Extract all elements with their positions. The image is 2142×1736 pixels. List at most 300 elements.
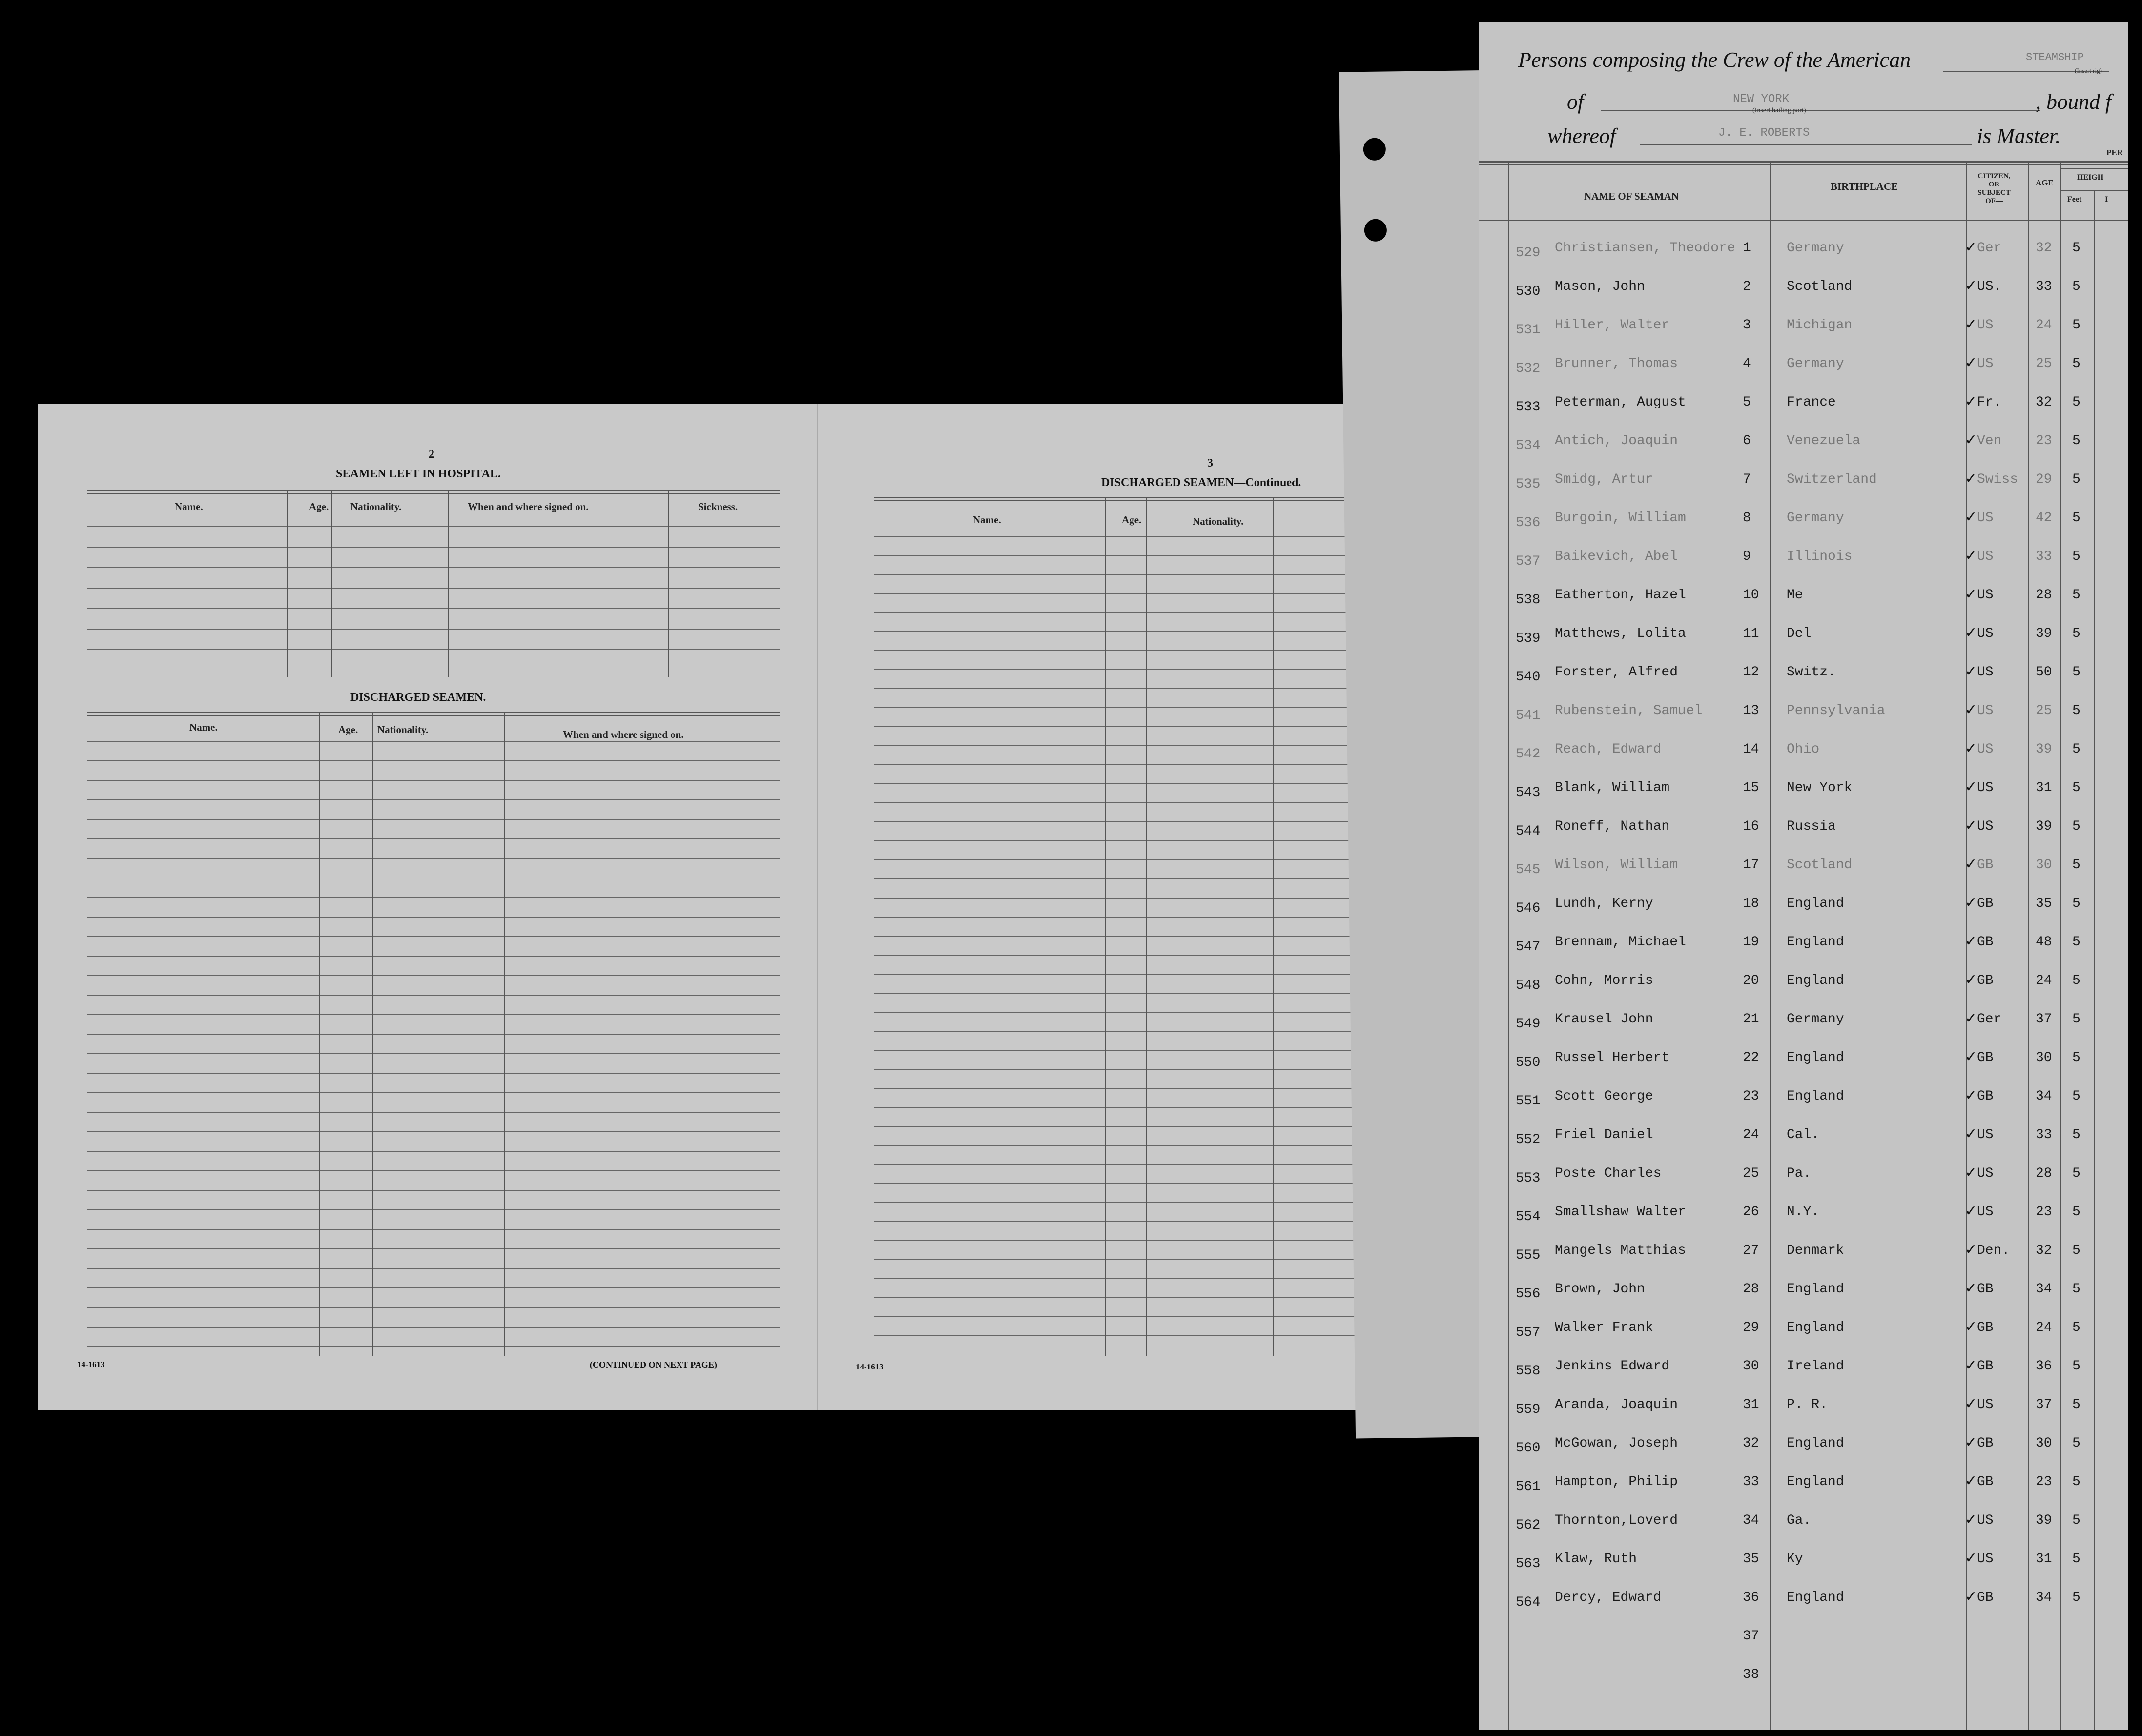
bound-label: , bound f — [2036, 90, 2112, 114]
crew-height-feet: 5 — [2072, 935, 2080, 950]
crew-age: 37 — [2036, 1012, 2052, 1027]
crew-birthplace: Switz. — [1787, 665, 1836, 680]
crew-name: Christiansen, Theodore — [1555, 241, 1735, 256]
crew-age: 24 — [2036, 973, 2052, 988]
discharged-continued-title: DISCHARGED SEAMEN—Continued. — [1101, 476, 1301, 489]
crew-height-feet: 5 — [2072, 395, 2080, 410]
crew-citizenship: US — [1977, 742, 1994, 757]
crew-height-feet: 5 — [2072, 1590, 2080, 1605]
crew-age: 33 — [2036, 279, 2052, 294]
check-mark-icon: ✓ — [1965, 972, 1977, 988]
crew-birthplace: Russia — [1787, 819, 1836, 834]
crew-list-right-sheet — [1479, 22, 2128, 1730]
crew-line-number: 30 — [1743, 1359, 1759, 1374]
crew-name: Rubenstein, Samuel — [1555, 703, 1703, 718]
crew-line-number-empty: 37 — [1743, 1629, 1759, 1644]
crew-ref-number: 544 — [1516, 824, 1541, 839]
crew-ref-number: 538 — [1516, 592, 1541, 608]
crew-age: 30 — [2036, 858, 2052, 873]
crew-age: 39 — [2036, 1513, 2052, 1528]
crew-name: Brown, John — [1555, 1282, 1645, 1297]
crew-age: 42 — [2036, 511, 2052, 526]
crew-line-number: 2 — [1743, 279, 1751, 294]
crew-ref-number: 531 — [1516, 323, 1541, 338]
crew-height-feet: 5 — [2072, 896, 2080, 911]
crew-citizenship: US — [1977, 1552, 1994, 1567]
crew-age: 31 — [2036, 780, 2052, 796]
crew-name: Russel Herbert — [1555, 1050, 1670, 1065]
crew-name: Aranda, Joaquin — [1555, 1397, 1678, 1412]
crew-height-feet: 5 — [2072, 1166, 2080, 1181]
crew-birthplace: England — [1787, 935, 1844, 950]
check-mark-icon: ✓ — [1965, 470, 1977, 487]
crew-age: 32 — [2036, 241, 2052, 256]
crew-citizenship: GB — [1977, 1282, 1994, 1297]
home-port-value: NEW YORK — [1733, 93, 1790, 106]
crew-height-feet: 5 — [2072, 780, 2080, 796]
crew-name: Cohn, Morris — [1555, 973, 1653, 988]
crew-list-left-spread — [38, 404, 1479, 1410]
crew-name: Antich, Joaquin — [1555, 433, 1678, 449]
crew-height-feet: 5 — [2072, 356, 2080, 371]
crew-ref-number: 546 — [1516, 901, 1541, 916]
crew-height-feet: 5 — [2072, 1436, 2080, 1451]
crew-citizenship: GB — [1977, 1436, 1994, 1451]
crew-name: Forster, Alfred — [1555, 665, 1678, 680]
crew-height-feet: 5 — [2072, 973, 2080, 988]
check-mark-icon: ✓ — [1965, 1164, 1977, 1181]
crew-ref-number: 541 — [1516, 708, 1541, 723]
crew-age: 50 — [2036, 665, 2052, 680]
crew-line-number: 25 — [1743, 1166, 1759, 1181]
crew-citizenship: Fr. — [1977, 395, 2002, 410]
crew-citizenship: GB — [1977, 973, 1994, 988]
crew-ref-number: 557 — [1516, 1325, 1541, 1340]
crew-name: Poste Charles — [1555, 1166, 1662, 1181]
crew-height-feet: 5 — [2072, 1552, 2080, 1567]
crew-line-number: 11 — [1743, 626, 1759, 641]
crew-line-number: 32 — [1743, 1436, 1759, 1451]
crew-name: Smidg, Artur — [1555, 472, 1653, 487]
check-mark-icon: ✓ — [1965, 1357, 1977, 1373]
crew-name: Dercy, Edward — [1555, 1590, 1662, 1605]
crew-birthplace: Denmark — [1787, 1243, 1844, 1258]
crew-line-number: 24 — [1743, 1127, 1759, 1143]
crew-age: 24 — [2036, 1320, 2052, 1335]
check-mark-icon: ✓ — [1965, 1434, 1977, 1450]
hospital-header-signed-on: When and where signed on. — [468, 501, 589, 512]
crew-name: Hiller, Walter — [1555, 318, 1670, 333]
crew-name: Wilson, William — [1555, 858, 1678, 873]
check-mark-icon: ✓ — [1965, 316, 1977, 332]
crew-height-feet: 5 — [2072, 819, 2080, 834]
crew-ref-number: 539 — [1516, 631, 1541, 646]
whereof-label: whereof — [1547, 124, 1616, 148]
crew-birthplace: England — [1787, 1474, 1844, 1490]
crew-age: 32 — [2036, 1243, 2052, 1258]
master-name-value: J. E. ROBERTS — [1718, 126, 1810, 140]
crew-ref-number: 560 — [1516, 1441, 1541, 1456]
crew-ref-number: 553 — [1516, 1171, 1541, 1186]
crew-name: Krausel John — [1555, 1012, 1653, 1027]
discharged-header-nationality: Nationality. — [377, 724, 429, 735]
crew-age: 25 — [2036, 356, 2052, 371]
crew-citizenship: US — [1977, 1513, 1994, 1528]
crew-ref-number: 536 — [1516, 515, 1541, 531]
crew-name: Friel Daniel — [1555, 1127, 1653, 1143]
crew-birthplace: Ohio — [1787, 742, 1820, 757]
vessel-type: STEAMSHIP — [2026, 51, 2084, 63]
check-mark-icon: ✓ — [1965, 1319, 1977, 1335]
crew-height-feet: 5 — [2072, 1089, 2080, 1104]
crew-line-number: 14 — [1743, 742, 1759, 757]
crew-birthplace: England — [1787, 1282, 1844, 1297]
check-mark-icon: ✓ — [1965, 663, 1977, 679]
crew-age: 39 — [2036, 626, 2052, 641]
crew-ref-number: 559 — [1516, 1402, 1541, 1417]
crew-line-number: 31 — [1743, 1397, 1759, 1412]
crew-line-number: 36 — [1743, 1590, 1759, 1605]
check-mark-icon: ✓ — [1965, 779, 1977, 795]
crew-citizenship: US — [1977, 1397, 1994, 1412]
crew-citizenship: GB — [1977, 1590, 1994, 1605]
crew-ref-number: 564 — [1516, 1595, 1541, 1610]
check-mark-icon: ✓ — [1965, 1511, 1977, 1528]
header-name-of-seaman: NAME OF SEAMAN — [1584, 190, 1679, 202]
crew-name: Klaw, Ruth — [1555, 1552, 1637, 1567]
check-mark-icon: ✓ — [1965, 1280, 1977, 1296]
crew-birthplace: N.Y. — [1787, 1205, 1820, 1220]
check-mark-icon: ✓ — [1965, 393, 1977, 409]
crew-name: Matthews, Lolita — [1555, 626, 1686, 641]
crew-height-feet: 5 — [2072, 858, 2080, 873]
crew-name: Smallshaw Walter — [1555, 1205, 1686, 1220]
discharged-section-title: DISCHARGED SEAMEN. — [350, 691, 486, 704]
crew-line-number: 35 — [1743, 1552, 1759, 1567]
crew-age: 29 — [2036, 472, 2052, 487]
crew-age: 33 — [2036, 549, 2052, 564]
crew-line-number: 26 — [1743, 1205, 1759, 1220]
crew-height-feet: 5 — [2072, 1397, 2080, 1412]
crew-citizenship: US. — [1977, 279, 2002, 294]
crew-name: Roneff, Nathan — [1555, 819, 1670, 834]
check-mark-icon: ✓ — [1965, 1396, 1977, 1412]
crew-age: 35 — [2036, 896, 2052, 911]
crew-citizenship: GB — [1977, 858, 1994, 873]
header-height-feet: Feet — [2067, 195, 2082, 204]
crew-line-number: 18 — [1743, 896, 1759, 911]
crew-height-feet: 5 — [2072, 511, 2080, 526]
crew-height-feet: 5 — [2072, 742, 2080, 757]
header-personal: PER — [2106, 148, 2123, 157]
crew-birthplace: P. R. — [1787, 1397, 1828, 1412]
crew-ref-number: 534 — [1516, 438, 1541, 453]
crew-height-feet: 5 — [2072, 472, 2080, 487]
hospital-section-title: SEAMEN LEFT IN HOSPITAL. — [336, 468, 501, 480]
crew-height-feet: 5 — [2072, 1320, 2080, 1335]
crew-citizenship: US — [1977, 780, 1994, 796]
check-mark-icon: ✓ — [1965, 586, 1977, 602]
crew-age: 23 — [2036, 1205, 2052, 1220]
crew-birthplace: Pa. — [1787, 1166, 1812, 1181]
crew-line-number: 13 — [1743, 703, 1759, 718]
check-mark-icon: ✓ — [1965, 702, 1977, 718]
crew-ref-number: 552 — [1516, 1132, 1541, 1147]
crew-ref-number: 540 — [1516, 670, 1541, 685]
crew-birthplace: Germany — [1787, 241, 1844, 256]
crew-ref-number: 547 — [1516, 939, 1541, 955]
header-height: HEIGH — [2077, 173, 2104, 182]
crew-ref-number: 545 — [1516, 862, 1541, 878]
check-mark-icon: ✓ — [1965, 817, 1977, 834]
crew-ref-number: 555 — [1516, 1248, 1541, 1263]
crew-line-number: 5 — [1743, 395, 1751, 410]
crew-citizenship: GB — [1977, 1089, 1994, 1104]
crew-citizenship: US — [1977, 549, 1994, 564]
check-mark-icon: ✓ — [1965, 856, 1977, 872]
crew-line-number: 34 — [1743, 1513, 1759, 1528]
crew-line-number: 17 — [1743, 858, 1759, 873]
crew-ref-number: 549 — [1516, 1017, 1541, 1032]
crew-citizenship: US — [1977, 1127, 1994, 1143]
crew-citizenship: Ven — [1977, 433, 2002, 449]
crew-height-feet: 5 — [2072, 1243, 2080, 1258]
crew-birthplace: Ireland — [1787, 1359, 1844, 1374]
crew-birthplace: England — [1787, 1436, 1844, 1451]
crew-height-feet: 5 — [2072, 1474, 2080, 1490]
page-number-2: 2 — [429, 448, 434, 461]
crew-age: 23 — [2036, 433, 2052, 449]
crew-citizenship: Ger — [1977, 241, 2002, 256]
crew-height-feet: 5 — [2072, 549, 2080, 564]
crew-ref-number: 535 — [1516, 477, 1541, 492]
crew-citizenship: US — [1977, 588, 1994, 603]
hospital-header-age: Age. — [309, 501, 329, 512]
crew-ref-number: 554 — [1516, 1209, 1541, 1225]
crew-line-number: 4 — [1743, 356, 1751, 371]
crew-height-feet: 5 — [2072, 626, 2080, 641]
check-mark-icon: ✓ — [1965, 1242, 1977, 1258]
header-citizen: CITIZEN, OR SUBJECT OF— — [1977, 172, 2011, 205]
crew-birthplace: England — [1787, 896, 1844, 911]
crew-ref-number: 543 — [1516, 785, 1541, 800]
crew-citizenship: US — [1977, 665, 1994, 680]
crew-birthplace: Ky — [1787, 1552, 1803, 1567]
check-mark-icon: ✓ — [1965, 1589, 1977, 1605]
crew-age: 34 — [2036, 1089, 2052, 1104]
crew-height-feet: 5 — [2072, 665, 2080, 680]
crew-citizenship: Den. — [1977, 1243, 2010, 1258]
crew-citizenship: GB — [1977, 1359, 1994, 1374]
crew-citizenship: US — [1977, 1205, 1994, 1220]
port-hint: (Insert hailing port) — [1752, 107, 1806, 114]
crew-line-number: 3 — [1743, 318, 1751, 333]
discharged-cont-header-nationality: Nationality. — [1193, 515, 1244, 527]
crew-ref-number: 561 — [1516, 1479, 1541, 1494]
page-number-3: 3 — [1207, 457, 1213, 470]
crew-name: Scott George — [1555, 1089, 1653, 1104]
crew-line-number: 23 — [1743, 1089, 1759, 1104]
crew-age: 34 — [2036, 1282, 2052, 1297]
crew-citizenship: US — [1977, 318, 1994, 333]
hospital-header-nationality: Nationality. — [350, 501, 402, 512]
crew-citizenship: US — [1977, 703, 1994, 718]
crew-height-feet: 5 — [2072, 588, 2080, 603]
crew-height-feet: 5 — [2072, 1050, 2080, 1065]
crew-name: Blank, William — [1555, 780, 1670, 796]
form-number-right: 14-1613 — [856, 1362, 884, 1371]
check-mark-icon: ✓ — [1965, 1049, 1977, 1065]
crew-title: Persons composing the Crew of the American — [1518, 48, 1911, 72]
crew-citizenship: GB — [1977, 1320, 1994, 1335]
crew-height-feet: 5 — [2072, 703, 2080, 718]
master-label: is Master. — [1977, 124, 2061, 148]
crew-age: 30 — [2036, 1050, 2052, 1065]
crew-ref-number: 530 — [1516, 284, 1541, 299]
crew-birthplace: Germany — [1787, 511, 1844, 526]
crew-age: 30 — [2036, 1436, 2052, 1451]
crew-ref-number: 537 — [1516, 554, 1541, 569]
crew-citizenship: GB — [1977, 1474, 1994, 1490]
crew-line-number: 33 — [1743, 1474, 1759, 1490]
crew-age: 34 — [2036, 1590, 2052, 1605]
crew-name: Walker Frank — [1555, 1320, 1653, 1335]
form-number-left: 14-1613 — [77, 1360, 105, 1369]
crew-birthplace: Germany — [1787, 1012, 1844, 1027]
crew-height-feet: 5 — [2072, 1205, 2080, 1220]
crew-age: 39 — [2036, 742, 2052, 757]
crew-name: Baikevich, Abel — [1555, 549, 1678, 564]
crew-citizenship: US — [1977, 356, 1994, 371]
discharged-header-signed-on: When and where signed on. — [563, 729, 684, 740]
crew-birthplace: Del — [1787, 626, 1812, 641]
check-mark-icon: ✓ — [1965, 548, 1977, 564]
header-height-inches: I — [2105, 195, 2108, 204]
crew-birthplace: Michigan — [1787, 318, 1853, 333]
crew-birthplace: Switzerland — [1787, 472, 1877, 487]
check-mark-icon: ✓ — [1965, 1550, 1977, 1566]
crew-name: Mason, John — [1555, 279, 1645, 294]
crew-ref-number: 551 — [1516, 1094, 1541, 1109]
crew-birthplace: New York — [1787, 780, 1853, 796]
check-mark-icon: ✓ — [1965, 933, 1977, 949]
crew-line-number: 8 — [1743, 511, 1751, 526]
crew-birthplace: England — [1787, 973, 1844, 988]
crew-line-number: 12 — [1743, 665, 1759, 680]
check-mark-icon: ✓ — [1965, 895, 1977, 911]
crew-name: Lundh, Kerny — [1555, 896, 1653, 911]
check-mark-icon: ✓ — [1965, 509, 1977, 525]
crew-citizenship: GB — [1977, 935, 1994, 950]
crew-name: Hampton, Philip — [1555, 1474, 1678, 1490]
discharged-cont-header-age: Age. — [1122, 514, 1142, 526]
punch-hole-bottom — [1364, 219, 1387, 242]
crew-age: 37 — [2036, 1397, 2052, 1412]
crew-citizenship: US — [1977, 1166, 1994, 1181]
crew-citizenship: Ger — [1977, 1012, 2002, 1027]
crew-line-number: 20 — [1743, 973, 1759, 988]
crew-ref-number: 529 — [1516, 245, 1541, 261]
crew-age: 28 — [2036, 588, 2052, 603]
check-mark-icon: ✓ — [1965, 1473, 1977, 1489]
crew-height-feet: 5 — [2072, 1012, 2080, 1027]
crew-name: Thornton,Loverd — [1555, 1513, 1678, 1528]
crew-age: 32 — [2036, 395, 2052, 410]
crew-age: 28 — [2036, 1166, 2052, 1181]
crew-ref-number: 562 — [1516, 1518, 1541, 1533]
check-mark-icon: ✓ — [1965, 355, 1977, 371]
crew-name: Burgoin, William — [1555, 511, 1686, 526]
crew-ref-number: 556 — [1516, 1287, 1541, 1302]
crew-age: 24 — [2036, 318, 2052, 333]
check-mark-icon: ✓ — [1965, 1126, 1977, 1142]
crew-height-feet: 5 — [2072, 318, 2080, 333]
crew-name: Brennam, Michael — [1555, 935, 1686, 950]
crew-height-feet: 5 — [2072, 1513, 2080, 1528]
crew-ref-number: 550 — [1516, 1055, 1541, 1070]
crew-birthplace: Me — [1787, 588, 1803, 603]
crew-birthplace: England — [1787, 1050, 1844, 1065]
crew-birthplace: England — [1787, 1089, 1844, 1104]
crew-name: Eatherton, Hazel — [1555, 588, 1686, 603]
crew-age: 48 — [2036, 935, 2052, 950]
crew-birthplace: France — [1787, 395, 1836, 410]
crew-citizenship: GB — [1977, 896, 1994, 911]
crew-birthplace: Cal. — [1787, 1127, 1820, 1143]
crew-birthplace: Pennsylvania — [1787, 703, 1885, 718]
crew-birthplace: Ga. — [1787, 1513, 1812, 1528]
crew-line-number: 21 — [1743, 1012, 1759, 1027]
crew-line-number: 7 — [1743, 472, 1751, 487]
crew-name: Brunner, Thomas — [1555, 356, 1678, 371]
check-mark-icon: ✓ — [1965, 1087, 1977, 1103]
crew-name: Jenkins Edward — [1555, 1359, 1670, 1374]
crew-age: 25 — [2036, 703, 2052, 718]
crew-line-number: 27 — [1743, 1243, 1759, 1258]
crew-height-feet: 5 — [2072, 1127, 2080, 1143]
crew-age: 31 — [2036, 1552, 2052, 1567]
crew-name: McGowan, Joseph — [1555, 1436, 1678, 1451]
crew-name: Peterman, August — [1555, 395, 1686, 410]
crew-birthplace: Scotland — [1787, 858, 1853, 873]
check-mark-icon: ✓ — [1965, 740, 1977, 756]
check-mark-icon: ✓ — [1965, 278, 1977, 294]
header-birthplace: BIRTHPLACE — [1831, 181, 1898, 192]
check-mark-icon: ✓ — [1965, 1203, 1977, 1219]
crew-citizenship: US — [1977, 511, 1994, 526]
discharged-header-age: Age. — [338, 724, 358, 735]
crew-height-feet: 5 — [2072, 1359, 2080, 1374]
crew-name: Mangels Matthias — [1555, 1243, 1686, 1258]
crew-birthplace: Illinois — [1787, 549, 1853, 564]
crew-line-number: 16 — [1743, 819, 1759, 834]
crew-line-number: 29 — [1743, 1320, 1759, 1335]
header-age: AGE — [2036, 178, 2054, 187]
crew-birthplace: Germany — [1787, 356, 1844, 371]
crew-line-number: 19 — [1743, 935, 1759, 950]
punch-hole-top — [1363, 138, 1386, 161]
crew-name: Reach, Edward — [1555, 742, 1662, 757]
check-mark-icon: ✓ — [1965, 432, 1977, 448]
crew-birthplace: England — [1787, 1320, 1844, 1335]
crew-line-number: 1 — [1743, 241, 1751, 256]
crew-age: 39 — [2036, 819, 2052, 834]
crew-age: 23 — [2036, 1474, 2052, 1490]
crew-citizenship: Swiss — [1977, 472, 2018, 487]
crew-birthplace: Venezuela — [1787, 433, 1861, 449]
crew-citizenship: US — [1977, 626, 1994, 641]
crew-height-feet: 5 — [2072, 279, 2080, 294]
